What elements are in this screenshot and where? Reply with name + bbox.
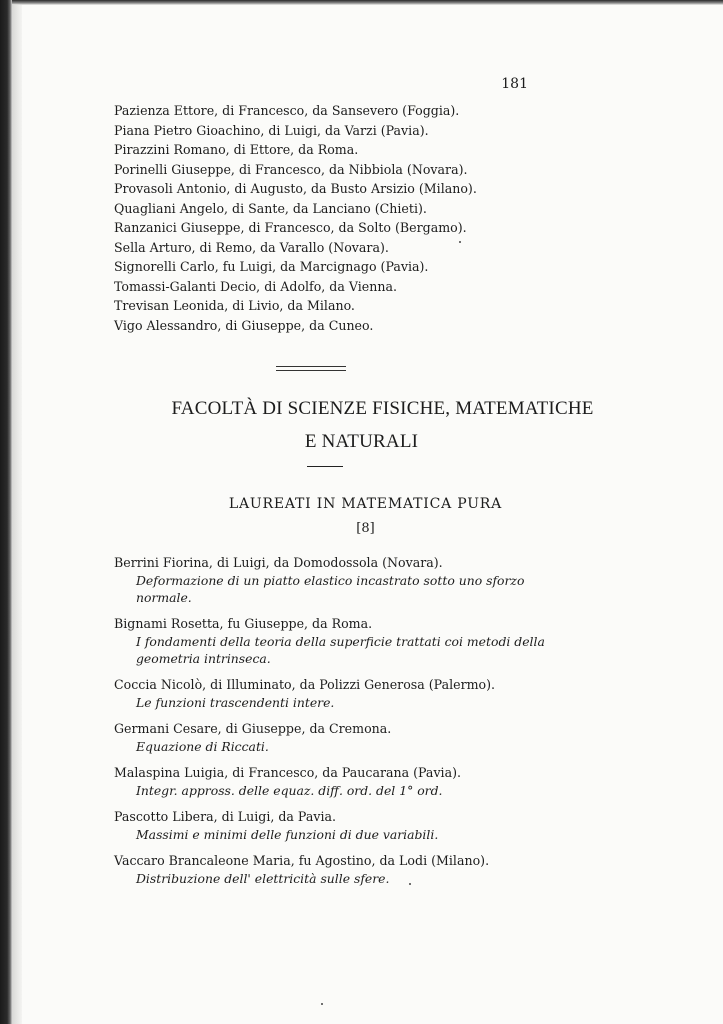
faculty-title-line-1: FACOLTÀ DI SCIENZE FISICHE, MATEMATICHE bbox=[171, 398, 594, 419]
thesis-title: Le funzioni trascendenti intere. bbox=[136, 695, 335, 710]
list-item: Vigo Alessandro, di Giuseppe, da Cuneo. bbox=[114, 317, 374, 333]
list-item: Signorelli Carlo, fu Luigi, da Marcignago (Pavia). bbox=[114, 259, 429, 274]
graduate-entry bbox=[114, 808, 554, 843]
print-speck bbox=[321, 1003, 323, 1005]
section-divider bbox=[276, 366, 346, 371]
names-list bbox=[114, 101, 477, 335]
graduate-name: Bignami Rosetta, fu Giuseppe, da Roma. bbox=[114, 616, 373, 631]
section-title: LAUREATI IN MATEMATICA PURA bbox=[228, 496, 503, 512]
graduate-entry bbox=[114, 720, 554, 755]
thesis-title: Distribuzione dell' elettricità sulle sfere. bbox=[136, 871, 390, 886]
book-spine-shadow bbox=[0, 0, 12, 1024]
print-speck bbox=[409, 883, 411, 885]
graduate-name: Malaspina Luigia, di Francesco, da Paucarana (Pavia). bbox=[114, 765, 462, 780]
book-gutter bbox=[12, 0, 22, 1024]
graduate-entry bbox=[114, 764, 554, 799]
list-item: Pazienza Ettore, di Francesco, da Sansevero (Foggia). bbox=[114, 103, 460, 118]
graduate-name: Pascotto Libera, di Luigi, da Pavia. bbox=[114, 809, 336, 824]
thesis-title: Deformazione di un piatto elastico incastrato sotto uno sforzo normale. bbox=[136, 573, 525, 605]
list-item: Sella Arturo, di Remo, da Varallo (Novara). bbox=[114, 239, 389, 255]
graduate-entry bbox=[114, 676, 554, 711]
graduate-entry bbox=[114, 852, 554, 887]
list-item: Quagliani Angelo, di Sante, da Lanciano (Chieti). bbox=[114, 200, 427, 216]
page-top-edge bbox=[12, 0, 723, 5]
graduate-entry bbox=[114, 554, 554, 606]
faculty-title-line-2: E NATURALI bbox=[304, 431, 419, 452]
graduate-name: Coccia Nicolò, di Illuminato, da Polizzi Generosa (Palermo). bbox=[114, 677, 496, 692]
graduate-entry bbox=[114, 615, 554, 667]
list-item: Porinelli Giuseppe, di Francesco, da Nibbiola (Novara). bbox=[114, 161, 468, 177]
list-item: Trevisan Leonida, di Livio, da Milano. bbox=[114, 298, 355, 313]
graduate-name: Berrini Fiorina, di Luigi, da Domodossola (Novara). bbox=[114, 555, 443, 570]
thesis-title: Integr. appross. delle equaz. diff. ord. del 1° ord. bbox=[136, 783, 443, 798]
section-count: [8] bbox=[356, 521, 375, 536]
print-speck bbox=[459, 241, 461, 243]
graduate-name: Vaccaro Brancaleone Maria, fu Agostino, da Lodi (Milano). bbox=[114, 853, 490, 868]
thesis-title: I fondamenti della teoria della superficie trattati coi metodi della geometria intrinseca. bbox=[136, 634, 545, 666]
list-item: Ranzanici Giuseppe, di Francesco, da Solto (Bergamo). bbox=[114, 220, 467, 235]
title-rule bbox=[307, 466, 343, 467]
list-item: Tomassi-Galanti Decio, di Adolfo, da Vienna. bbox=[114, 278, 397, 294]
list-item: Provasoli Antonio, di Augusto, da Busto Arsizio (Milano). bbox=[114, 181, 477, 196]
list-item: Piana Pietro Gioachino, di Luigi, da Varzi (Pavia). bbox=[114, 122, 429, 138]
list-item: Pirazzini Romano, di Ettore, da Roma. bbox=[114, 142, 359, 157]
graduate-name: Germani Cesare, di Giuseppe, da Cremona. bbox=[114, 721, 392, 736]
thesis-title: Equazione di Riccati. bbox=[136, 739, 269, 754]
graduates-list bbox=[114, 554, 554, 896]
page-number: 181 bbox=[501, 76, 528, 92]
thesis-title: Massimi e minimi delle funzioni di due variabili. bbox=[136, 827, 439, 842]
